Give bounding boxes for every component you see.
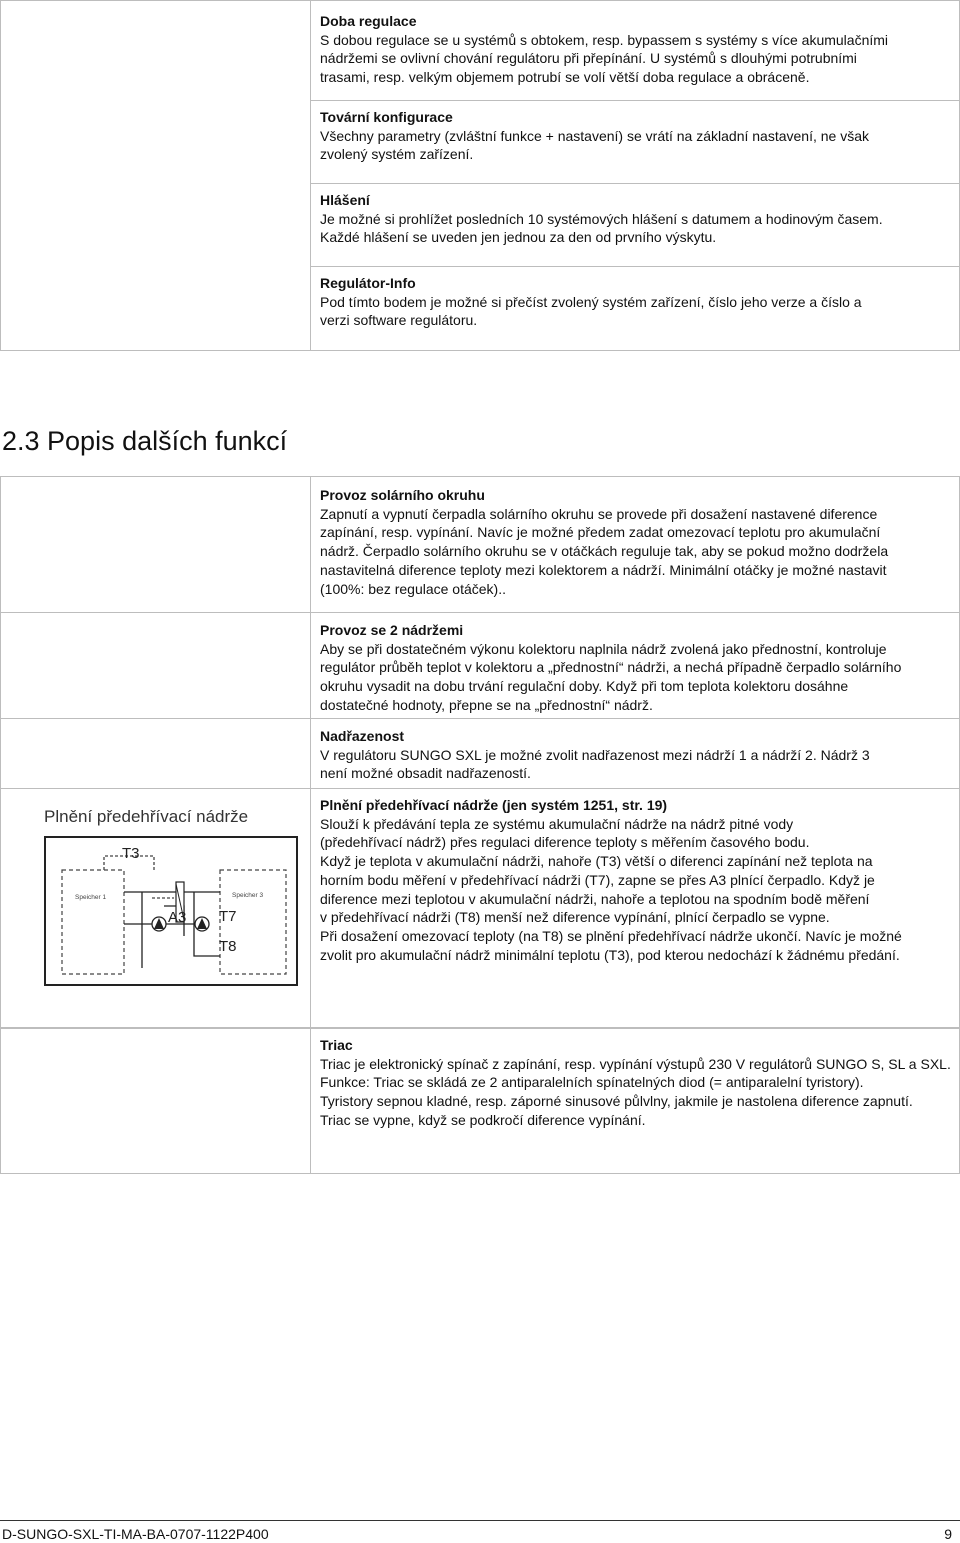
section-nadrazenost <box>320 727 956 783</box>
section-line: zvolit pro akumulační nádrž minimální teplotu (T3), pod kterou nedochází k žádnému předání. <box>320 946 900 963</box>
row-divider <box>0 718 960 719</box>
section-line: nádrž. Čerpadlo solárního okruhu se v otáčkách reguluje tak, aby se pokud možno dodržela <box>320 543 889 560</box>
section-line: Každé hlášení se uveden jen jednou za den od prvního výskytu. <box>320 229 717 246</box>
section-line: v předehřívací nádrži (T8) menší než diference vypínání, plnící čerpadlo se vypne. <box>320 909 830 926</box>
section-doba-regulace <box>320 12 956 87</box>
section-line: regulátor průběh teplot v kolektoru a „přednostní“ nádrži, a nechá případně čerpadlo solárního <box>320 659 902 676</box>
row-divider <box>0 788 960 789</box>
section-regulator-info <box>320 274 956 330</box>
document-id: D-SUNGO-SXL-TI-MA-BA-0707-1122P400 <box>2 1526 269 1542</box>
section-plneni-predehrivaci-nadrze <box>320 796 956 964</box>
section-line: okruhu vysadit na dobu trvání regulační doby. Když při tom teplota kolektoru dosáhne <box>320 678 849 695</box>
section-line: Zapnutí a vypnutí čerpadla solárního okruhu se provede při dosažení nastavené diference <box>320 505 878 522</box>
section-line: horním bodu měření v předehřívací nádrži (T7), zapne se přes A3 plnící čerpadlo. Když je <box>320 871 875 888</box>
section-line: Při dosažení omezovací teploty (na T8) se plnění předehřívací nádrže ukončí. Navíc je možné <box>320 927 902 944</box>
section-heading: 2.3 Popis dalších funkcí <box>2 426 288 456</box>
storage-tank-1-label: Speicher 1 <box>75 894 107 901</box>
section-provoz-se-2-nadrzemi <box>320 621 956 715</box>
section-title: Provoz se 2 nádržemi <box>320 622 464 638</box>
diagram-title: Plnění předehřívací nádrže <box>44 807 249 826</box>
section-line: Aby se při dostatečném výkonu kolektoru naplnila nádrž zvolená jako přednostní, kontroluje <box>320 640 887 657</box>
section-line: zvolený systém zařízení. <box>320 146 474 163</box>
section-line: zapínání, resp. vypínání. Navíc je možné předem zadat omezovací teplotu pro akumulační <box>320 524 881 541</box>
section-provoz-solarniho-okruhu <box>320 486 956 598</box>
table-divider <box>310 476 311 1028</box>
section-line: není možné obsadit nadřazeností. <box>320 765 531 782</box>
section-line: nastavitelná diference teploty mezi kolektorem a nádrží. Minimální otáčky je možné nastavit <box>320 561 887 578</box>
section-line: Funkce: Triac se skládá ze 2 antiparalelních spínatelných diod (= antiparalelní tyristory). <box>320 1074 864 1091</box>
row-divider <box>0 612 960 613</box>
section-line: Pod tímto bodem je možné si přečíst zvolený systém zařízení, číslo jeho verze a číslo a <box>320 293 862 310</box>
section-line: Triac se vypne, když se podkročí diference vypínání. <box>320 1111 646 1128</box>
row-divider <box>310 100 960 101</box>
preheat-tank-diagram <box>44 836 298 986</box>
section-line: Všechny parametry (zvláštní funkce + nastavení) se vrátí na základní nastavení, ne však <box>320 127 870 144</box>
row-divider <box>310 266 960 267</box>
section-title: Hlášení <box>320 192 370 208</box>
sensor-t7-label: T7 <box>219 908 237 925</box>
section-triac <box>320 1036 956 1130</box>
pump-a3-label: A3 <box>168 909 187 926</box>
section-line: verzi software regulátoru. <box>320 312 478 329</box>
section-line: Triac je elektronický spínač z zapínání, resp. vypínání výstupů 230 V regulátorů SUNGO S, SL a SXL. <box>320 1055 951 1072</box>
section-tovarni-konfigurace <box>320 108 956 164</box>
row-divider <box>310 183 960 184</box>
page-number: 9 <box>944 1526 952 1542</box>
section-title: Plnění předehřívací nádrže (jen systém 1251, str. 19) <box>320 797 668 813</box>
section-title: Tovární konfigurace <box>320 109 453 125</box>
storage-tank-1 <box>62 870 124 974</box>
section-line: Slouží k předávání tepla ze systému akumulační nádrže na nádrž pitné vody <box>320 815 794 832</box>
section-hlaseni <box>320 191 956 247</box>
table-divider <box>310 1028 311 1174</box>
section-line: trasami, resp. velkým objemem potrubí se volí větší doba regulace a obráceně. <box>320 69 810 86</box>
section-title: Triac <box>320 1037 353 1053</box>
footer-divider <box>0 1520 960 1521</box>
section-line: (100%: bez regulace otáček).. <box>320 580 506 597</box>
table-divider <box>310 0 311 351</box>
section-line: Když je teplota v akumulační nádrži, nahoře (T3) větší o diferenci zapínání než teplota na <box>320 853 873 870</box>
section-title: Nadřazenost <box>320 728 405 744</box>
sensor-t8-label: T8 <box>219 938 237 955</box>
section-line: diference mezi teplotou v akumulační nádrži, nahoře a teplotou na spodním bodě měření <box>320 890 870 907</box>
section-line: V regulátoru SUNGO SXL je možné zvolit nadřazenost mezi nádrží 1 a nádrží 2. Nádrž 3 <box>320 746 870 763</box>
section-line: nádržemi se ovlivní chování regulátoru při přepínání. U systémů s dlouhými potrubními <box>320 50 857 67</box>
section-line: dostatečné hodnoty, přepne se na „přednostní“ nádrž. <box>320 696 653 713</box>
section-title: Doba regulace <box>320 13 417 29</box>
section-line: S dobou regulace se u systémů s obtokem, resp. bypassem s systémy s více akumulačními <box>320 31 889 48</box>
storage-tank-3-label: Speicher 3 <box>232 892 264 899</box>
section-title: Regulátor-Info <box>320 275 416 291</box>
section-line: Tyristory sepnou kladné, resp. záporné sinusové půlvlny, jakmile je nastolena diference zapnutí. <box>320 1093 913 1110</box>
sensor-t3-label: T3 <box>122 845 140 862</box>
section-line: Je možné si prohlížet posledních 10 systémových hlášení s datumem a hodinovým časem. <box>320 210 883 227</box>
section-title: Provoz solárního okruhu <box>320 487 485 503</box>
section-line: (předehřívací nádrž) přes regulaci diference teploty s měřením časového bodu. <box>320 834 810 851</box>
